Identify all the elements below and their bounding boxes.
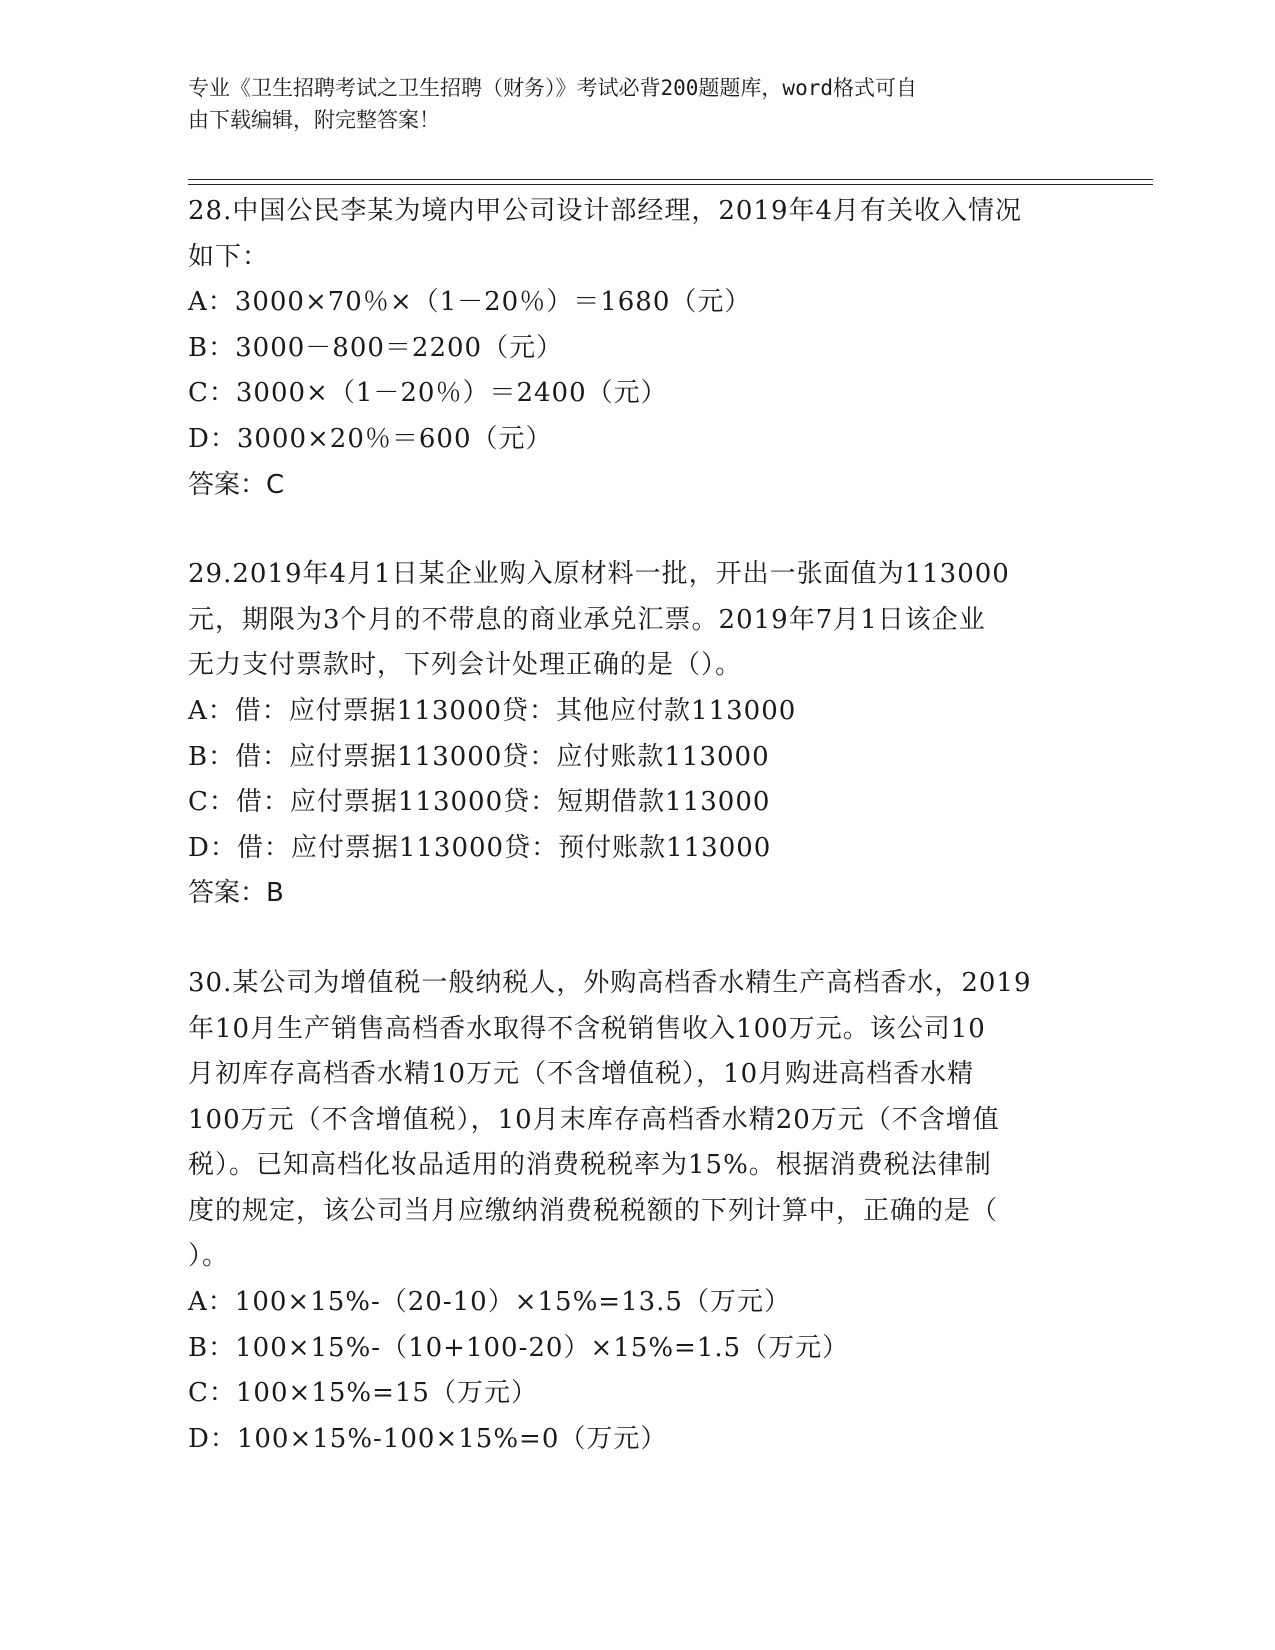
header-divider-top — [188, 179, 1153, 180]
question-stem-line: 29.2019年4月1日某企业购入原材料一批，开出一张面值为113000 — [188, 559, 1010, 590]
answer-label: 答案：B — [188, 878, 284, 909]
question-stem-line: ）。 — [188, 1241, 230, 1272]
option-b: B：100×15%-（10+100-20）×15%=1.5（万元） — [188, 1332, 850, 1363]
question-stem-line: 30.某公司为增值税一般纳税人，外购高档香水精生产高档香水，2019 — [188, 967, 1032, 998]
option-c: C：借：应付票据113000贷：短期借款113000 — [188, 787, 771, 818]
option-a: A：借：应付票据113000贷：其他应付款113000 — [188, 695, 797, 726]
option-b: B：借：应付票据113000贷：应付账款113000 — [188, 741, 770, 772]
question-list — [188, 189, 1088, 1506]
header-line-2: 由下载编辑，附完整答案！ — [188, 108, 440, 132]
option-c: C：3000×（1－20％）＝2400（元） — [188, 378, 668, 409]
question-stem-line: 年10月生产销售高档香水取得不含税销售收入100万元。该公司10 — [188, 1013, 986, 1044]
question-stem-line: 元，期限为3个月的不带息的商业承兑汇票。2019年7月1日该企业 — [188, 604, 986, 635]
document-header — [188, 72, 1088, 136]
answer-label: 答案：C — [188, 469, 285, 500]
option-d: D：借：应付票据113000贷：预付账款113000 — [188, 832, 772, 863]
option-c: C：100×15%=15（万元） — [188, 1378, 538, 1409]
question-stem-line: 100万元（不含增值税），10月末库存高档香水精20万元（不含增值 — [188, 1104, 1000, 1135]
question-stem-line: 如下： — [188, 241, 270, 272]
option-b: B：3000－800＝2200（元） — [188, 332, 564, 363]
question-28 — [188, 189, 1088, 508]
question-stem-line: 度的规定，该公司当月应缴纳消费税税额的下列计算中，正确的是（ — [188, 1195, 999, 1226]
option-a: A：3000×70％×（1－20％）＝1680（元） — [188, 287, 752, 318]
question-29 — [188, 552, 1088, 917]
question-stem-line: 无力支付票款时，下列会计处理正确的是（）。 — [188, 650, 743, 681]
question-stem-line: 月初库存高档香水精10万元（不含增值税），10月购进高档香水精 — [188, 1059, 975, 1090]
option-d: D：100×15%-100×15%=0（万元） — [188, 1423, 668, 1454]
question-stem-line: 税）。已知高档化妆品适用的消费税税率为15%。根据消费税法律制 — [188, 1150, 992, 1181]
option-a: A：100×15%-（20-10）×15%=13.5（万元） — [188, 1287, 791, 1318]
header-line-1: 专业《卫生招聘考试之卫生招聘（财务）》考试必背200题题库，word格式可自 — [188, 76, 917, 100]
option-d: D：3000×20％＝600（元） — [188, 423, 553, 454]
question-30 — [188, 961, 1088, 1463]
question-stem-line: 28.中国公民李某为境内甲公司设计部经理，2019年4月有关收入情况 — [188, 196, 1023, 226]
header-divider-bottom — [188, 184, 1153, 185]
